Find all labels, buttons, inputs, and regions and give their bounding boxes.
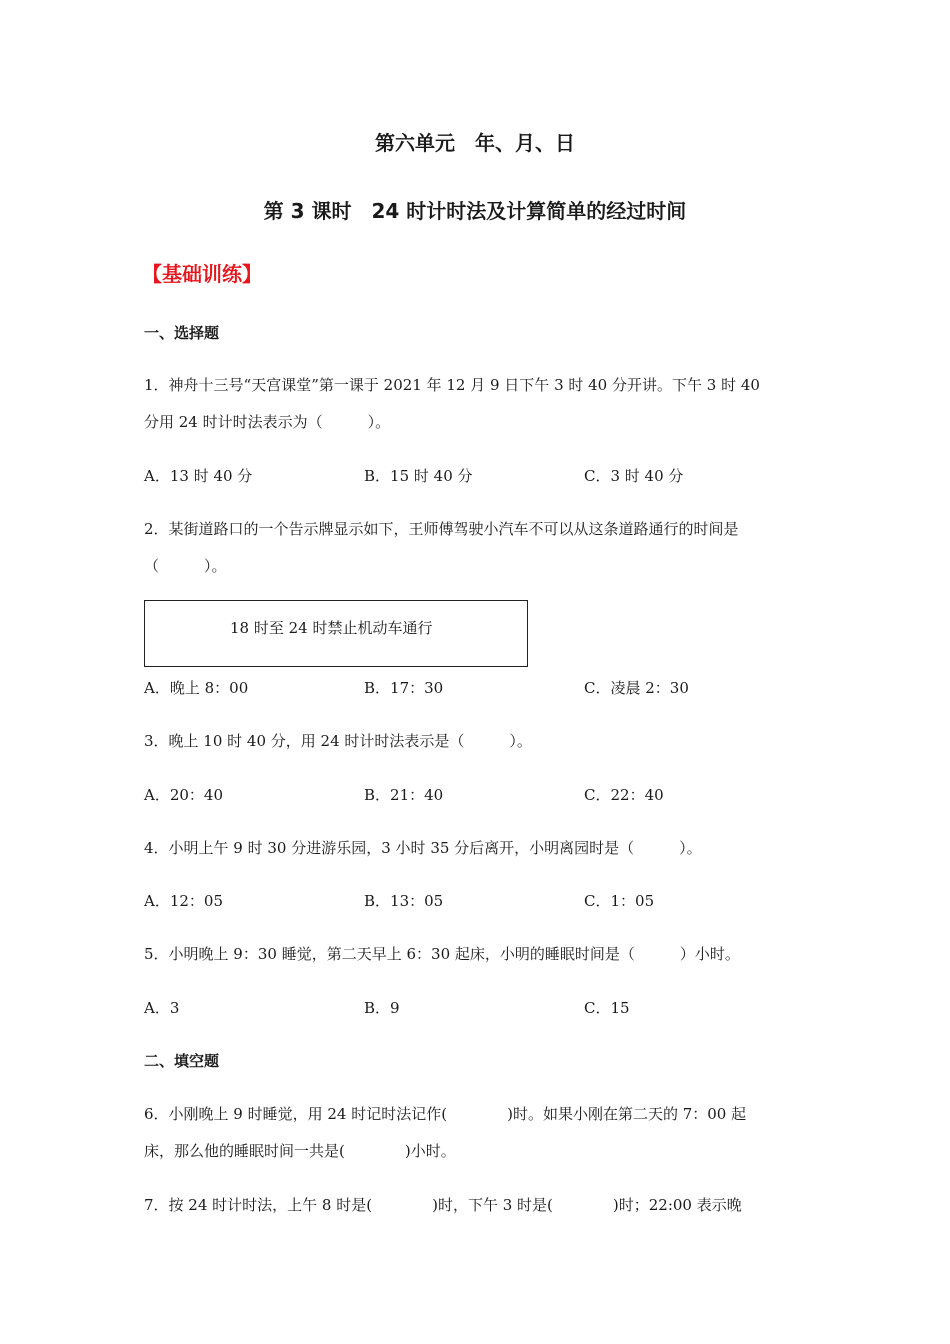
q1-option-b: B．15 时 40 分 [364,467,473,485]
q1-option-c: C．3 时 40 分 [584,467,684,485]
q2-option-c: C．凌晨 2：30 [584,679,689,697]
q2-option-b: B．17：30 [364,679,444,697]
fill-heading: 二、填空题 [144,1052,220,1070]
q6-line1: 6．小刚晚上 9 时睡觉，用 24 时记时法记作( )时。如果小刚在第二天的 7：00 起 [144,1105,747,1123]
notice-sign-text: 18 时至 24 时禁止机动车通行 [230,619,433,637]
q3-option-b: B．21：40 [364,786,444,804]
unit-title: 第六单元 年、月、日 [375,131,575,155]
q4-line1: 4．小明上午 9 时 30 分进游乐园，3 小时 35 分后离开，小明离园时是（ ）。 [144,839,702,857]
q2-line1: 2．某街道路口的一个告示牌显示如下，王师傅驾驶小汽车不可以从这条道路通行的时间是 [144,520,739,538]
q5-line1: 5．小明晚上 9：30 睡觉，第二天早上 6：30 起床，小明的睡眠时间是（ ）小时。 [144,945,740,963]
q5-option-c: C．15 [584,999,630,1017]
q3-option-c: C．22：40 [584,786,664,804]
q1-line1: 1．神舟十三号“天宫课堂”第一课于 2021 年 12 月 9 日下午 3 时 40 分开讲。下午 3 时 40 [144,376,760,394]
q3-option-a: A．20：40 [144,786,224,804]
choice-heading: 一、选择题 [144,324,220,342]
q4-option-a: A．12：05 [144,892,224,910]
q4-option-b: B．13：05 [364,892,444,910]
q1-line2: 分用 24 时计时法表示为（ ）。 [144,413,391,431]
q4-option-c: C．1：05 [584,892,655,910]
q5-option-b: B．9 [364,999,400,1017]
q1-option-a: A．13 时 40 分 [144,467,253,485]
q7-line1: 7．按 24 时计时法，上午 8 时是( )时，下午 3 时是( )时；22:00 表示晚 [144,1196,742,1214]
q6-line2: 床，那么他的睡眠时间一共是( )小时。 [144,1142,456,1160]
lesson-title: 第 3 课时 24 时计时法及计算简单的经过时间 [263,199,687,223]
q3-line1: 3．晚上 10 时 40 分，用 24 时计时法表示是（ ）。 [144,732,532,750]
q2-line2: （ ）。 [144,557,227,575]
q5-option-a: A．3 [144,999,180,1017]
q2-option-a: A．晚上 8：00 [144,679,249,697]
section-tag: 【基础训练】 [142,262,262,286]
